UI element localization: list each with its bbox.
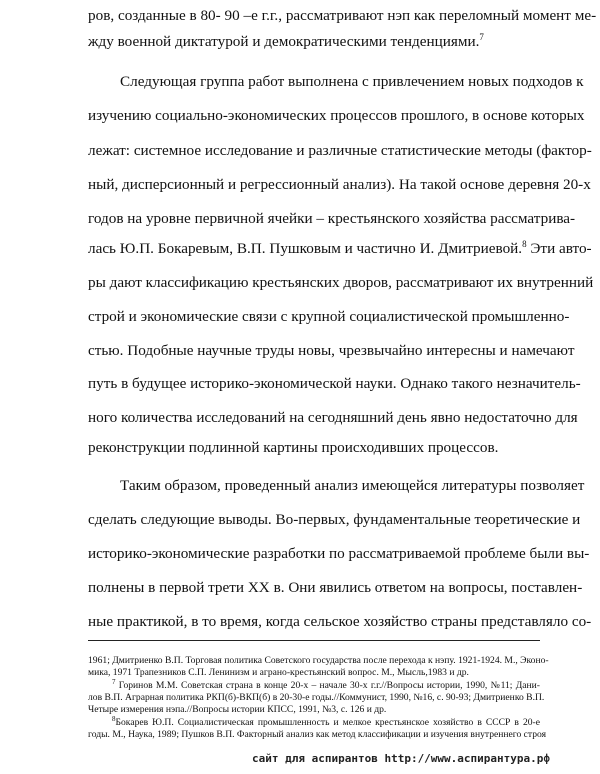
footnote-ref: 7 bbox=[479, 32, 484, 42]
site-watermark: сайт для аспирантов http://www.аспирантура.рф bbox=[252, 752, 551, 765]
body-line: полнены в первой трети XX в. Они явились ответом на вопросы, поставлен- bbox=[88, 579, 583, 596]
footnote-line: годы. М., Наука, 1989; Пушков В.П. Факторный анализ как метод классификации и изучения внутреннего строя bbox=[88, 729, 547, 740]
body-line: Следующая группа работ выполнена с привлечением новых подходов к bbox=[120, 73, 584, 90]
body-line: сделать следующие выводы. Во-первых, фундаментальные теоретические и bbox=[88, 511, 581, 528]
footnote-line: 1961; Дмитриенко В.П. Торговая политика Советского государства после перехода к нэпу. 1921-1924. М., Эконо- bbox=[88, 655, 549, 666]
body-line: ры дают классификацию крестьянских дворов, рассматривают их внутренний bbox=[88, 274, 594, 291]
body-line bbox=[88, 32, 540, 52]
body-line-text: лась Ю.П. Бокаревым, В.П. Пушковым и частично И. Дмитриевой. bbox=[88, 240, 523, 257]
body-line: ные практикой, в то время, когда сельское хозяйство страны представляло со- bbox=[88, 613, 592, 630]
body-line-text: жду военной диктатурой и демократическими тенденциями. bbox=[88, 33, 480, 50]
body-line: строй и экономические связи с крупной социалистической промышленно- bbox=[88, 308, 570, 325]
footnote-ref: 8 bbox=[522, 239, 527, 249]
body-line: реконструкции подлинной картины происходивших процессов. bbox=[88, 439, 499, 456]
body-line: Таким образом, проведенный анализ имеющейся литературы позволяет bbox=[120, 477, 585, 494]
footnote-line: Четыре измерения нэпа.//Вопросы истории КПСС, 1991, №3, с. 126 и др. bbox=[88, 704, 387, 715]
body-line: путь в будущее историко-экономической науки. Однако такого незначитель- bbox=[88, 375, 581, 392]
footnote-line bbox=[112, 680, 540, 691]
body-line: ного количества исследований на сегодняшний день явно недостаточно для bbox=[88, 409, 578, 426]
body-line: историко-экономические разработки по рассматриваемой проблеме были вы- bbox=[88, 545, 590, 562]
body-line: изучению социально-экономических процессов прошлого, в основе которых bbox=[88, 107, 585, 124]
footnote-number: 8 bbox=[112, 715, 116, 723]
body-line: стью. Подобные научные труды новы, чрезвычайно интересны и намечают bbox=[88, 342, 575, 359]
body-line bbox=[88, 239, 592, 259]
body-line: годов на уровне первичной ячейки – крестьянского хозяйства рассматрива- bbox=[88, 210, 576, 227]
footnote-line bbox=[112, 717, 540, 728]
body-line: ров, созданные в 80- 90 –е г.г., рассматривают нэп как переломный момент ме- bbox=[88, 7, 597, 24]
body-line-text: Эти авто- bbox=[530, 240, 592, 257]
footnote-divider bbox=[88, 640, 540, 641]
footnote-line: мика, 1971 Трапезников С.П. Ленинизм и аграно-крестьянский вопрос. М., Мысль,1983 и др. bbox=[88, 667, 469, 678]
footnote-line: лов В.П. Аграрная политика РКП(б)-ВКП(б) в 20-30-е годы.//Коммунист, 1990, №16, с. 90-93; Дмитриенко В.П. bbox=[88, 692, 545, 703]
body-line: ный, дисперсионный и регрессионный анализ). На такой основе деревня 20-х bbox=[88, 176, 591, 193]
body-line: лежат: системное исследование и различные статистические методы (фактор- bbox=[88, 142, 592, 159]
footnote-text: Горинов М.М. Советская страна в конце 20-х – начале 30-х г.г.//Вопросы истории, 1990, №11; Дани- bbox=[118, 680, 540, 691]
footnote-number: 7 bbox=[112, 678, 116, 686]
footnote-text: Бокарев Ю.П. Социалистическая промышленность и мелкое крестьянское хозяйство в СССР в 20-е bbox=[115, 717, 540, 728]
